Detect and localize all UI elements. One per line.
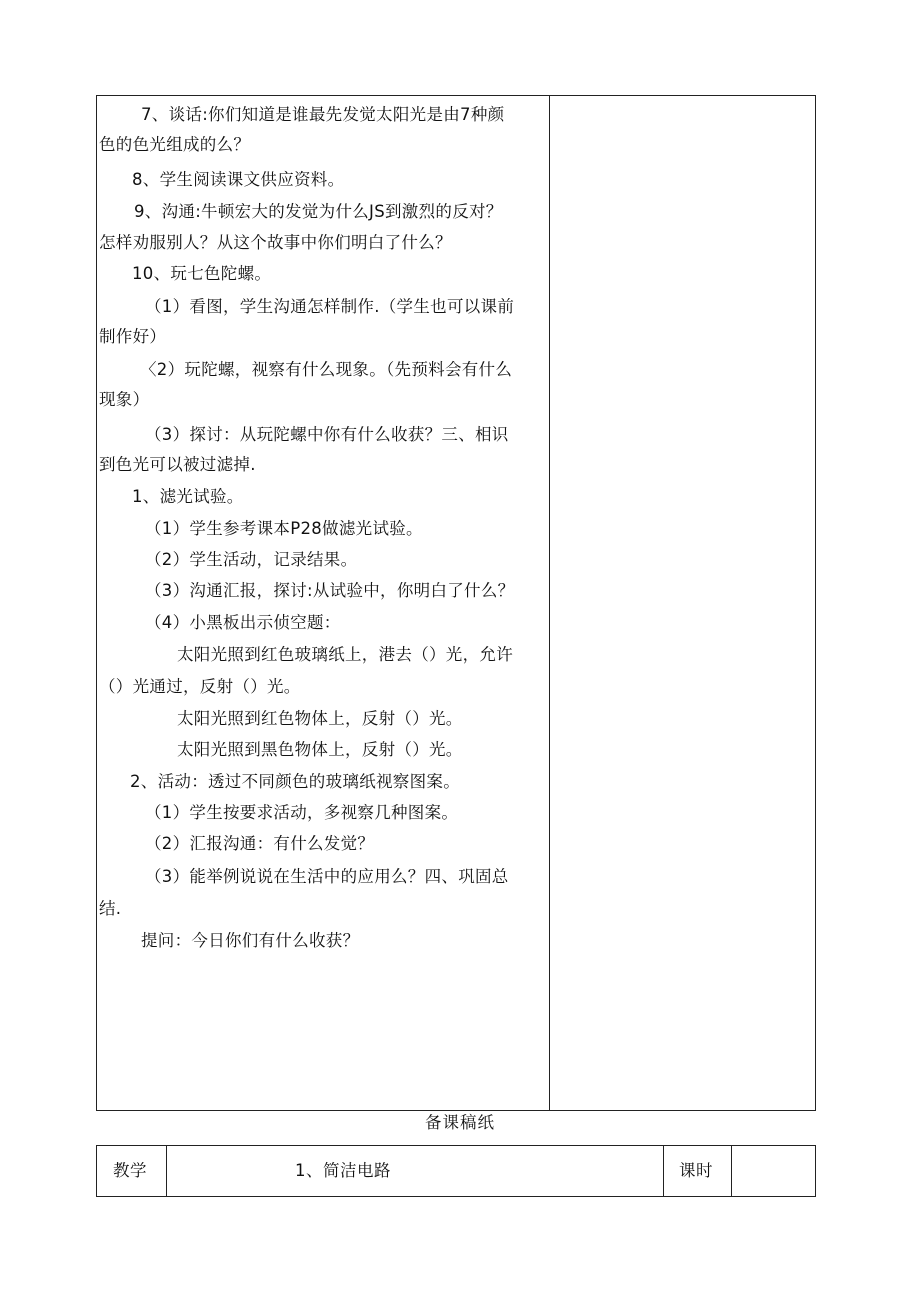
lesson-line: 2、活动：透过不同颜色的玻璃纸视察图案。	[130, 772, 460, 791]
lesson-line: （3）探讨：从玩陀螺中你有什么收获？三、相识	[145, 425, 509, 444]
lesson-line: （2）学生活动，记录结果。	[145, 550, 358, 569]
notes-cell	[550, 96, 815, 1110]
teach-label: 教学	[113, 1161, 147, 1180]
lesson-line: （）光通过，反射（）光。	[99, 677, 301, 696]
lesson-line: （1）学生参考课本P28做滤光试验。	[145, 519, 423, 538]
teach-label-cell	[97, 1146, 166, 1196]
lesson-line: （3）能举例说说在生活中的应用么？四、巩固总	[145, 867, 509, 886]
lesson-line: （3）沟通汇报，探讨:从试验中，你明白了什么？	[145, 581, 515, 600]
lesson-line: （1）看图，学生沟通怎样制作.（学生也可以课前	[145, 297, 515, 316]
period-label-cell	[664, 1146, 731, 1196]
lesson-line: 现象）	[99, 390, 150, 409]
lesson-content-cell	[97, 96, 549, 1110]
lesson-line: 8、学生阅读课文供应资料。	[132, 170, 345, 189]
lesson-plan-table	[96, 95, 816, 1111]
lesson-line: （4）小黑板出示侦空题：	[145, 613, 341, 632]
lesson-line: 色的色光组成的么？	[99, 135, 251, 154]
lesson-line: 9、沟通:牛顿宏大的发觉为什么JS到激烈的反对？	[134, 202, 503, 221]
lesson-line: 结.	[99, 899, 122, 918]
lesson-line: 7、谈话:你们知道是谁最先发觉太阳光是由7种颜	[141, 105, 505, 124]
lesson-topic: 1、简洁电路	[295, 1161, 391, 1180]
lesson-line: 到色光可以被过滤掉.	[99, 455, 256, 474]
lesson-header-table	[96, 1145, 816, 1197]
topic-cell	[167, 1146, 663, 1196]
lesson-line: （1）学生按要求活动，多视察几种图案。	[145, 803, 459, 822]
lesson-line: 太阳光照到红色物体上，反射（）光。	[177, 709, 463, 728]
lesson-line: 太阳光照到红色玻璃纸上，港去（）光，允许	[177, 645, 513, 664]
period-label: 课时	[679, 1161, 713, 1180]
period-value-cell	[732, 1146, 815, 1196]
lesson-line: 提问：今日你们有什么收获？	[141, 931, 360, 950]
lesson-line: 制作好）	[99, 327, 167, 346]
lesson-line: 10、玩七色陀螺。	[132, 264, 272, 283]
lesson-line: 怎样劝服别人？从这个故事中你们明白了什么？	[99, 233, 452, 252]
lesson-line: 1、滤光试验。	[132, 487, 244, 506]
lesson-line: 太阳光照到黑色物体上，反射（）光。	[177, 740, 463, 759]
lesson-line: 〈2）玩陀螺，视察有什么现象。（先预料会有什么	[140, 360, 513, 379]
page-caption: 备课稿纸	[425, 1113, 495, 1132]
lesson-line: （2）汇报沟通：有什么发觉？	[145, 834, 375, 853]
